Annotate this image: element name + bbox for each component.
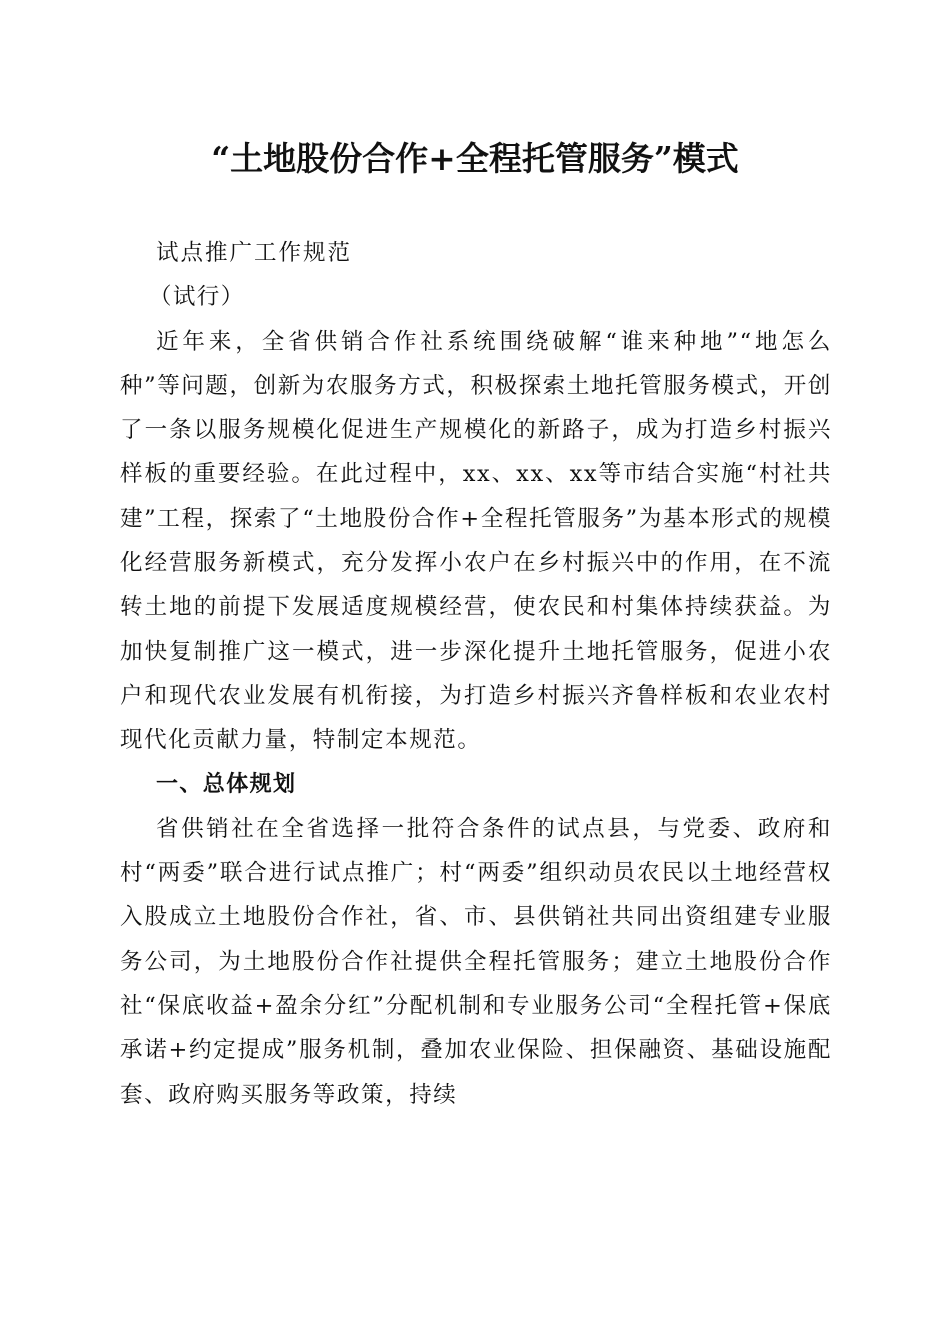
document-body [120,231,832,1117]
section-paragraph-overall-plan: 省供销社在全省选择一批符合条件的试点县，与党委、政府和村“两委”联合进行试点推广；村“两委”组织动员农民以土地经营权入股成立土地股份合作社，省、市、县供销社共同出资组建专业服务公司，为土地股份合作社提供全程托管服务；建立土地股份合作社“保底收益+盈余分红”分配机制和专业服务公司“全程托管+保底承诺+约定提成”服务机制，叠加农业保险、担保融资、基础设施配套、政府购买服务等政策，持续 [120,815,832,1108]
trial-note: （试行） [149,284,245,311]
document-subtitle: 试点推广工作规范 [156,240,353,266]
intro-paragraph: 近年来，全省供销合作社系统围绕破解“谁来种地”“地怎么种”等问题，创新为农服务方式，积极探索土地托管服务模式，开创了一条以服务规模化促进生产规模化的新路子，成为打造乡村振兴样板的重要经验。在此过程中，xx、xx、xx等市结合实施“村社共建”工程，探索了“土地股份合作+全程托管服务”为基本形式的规模化经营服务新模式，充分发挥小农户在乡村振兴中的作用，在不流转土地的前提下发展适度规模经营，使农民和村集体持续获益。为加快复制推广这一模式，进一步深化提升土地托管服务，促进小农户和现代农业发展有机衔接，为打造乡村振兴齐鲁样板和农业农村现代化贡献力量，特制定本规范。 [120,328,833,754]
document-title: “土地股份合作+全程托管服务”模式 [211,139,739,178]
section-heading-overall-plan: 一、总体规划 [156,771,297,797]
